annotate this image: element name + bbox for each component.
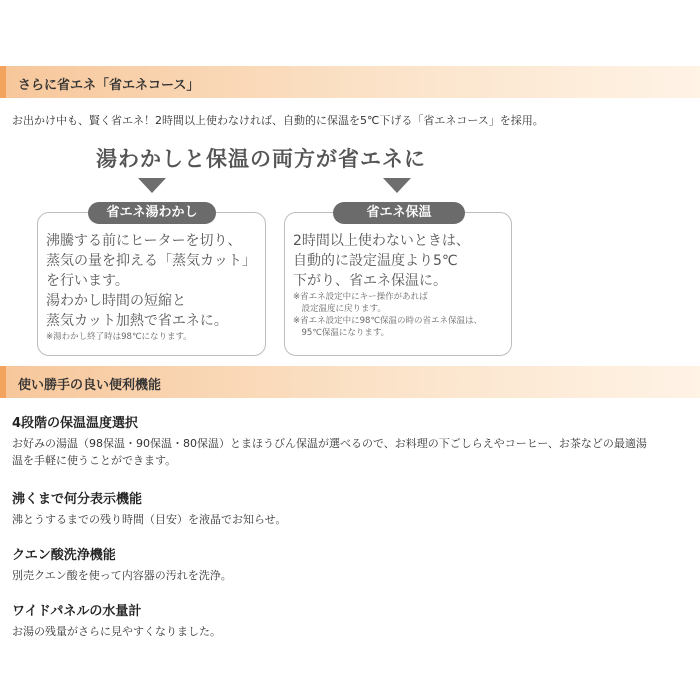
section-title: 使い勝手の良い便利機能 [18,378,162,393]
footnote: 95℃保温になります。 [293,328,390,338]
eco-boil-label: 省エネ湯わかし [88,202,216,224]
footnote: ※省エネ設定中にキー操作があれば [293,292,428,302]
feature-description [12,511,286,528]
feature-description [12,623,221,640]
footnote: ※湯わかし終了時は98℃になります。 [46,332,192,342]
text-line: 2時間以上使わないときは、 [293,233,470,249]
text-line: 沸騰する前にヒーターを切り、 [46,233,242,249]
feature-temperature-select [12,412,647,469]
text-line: 温を手軽に使うことができます。 [12,454,177,467]
text-line: 蒸気の量を抑える「蒸気カット」 [46,253,256,269]
text-line: を行います。 [46,273,129,289]
feature-citric-cleaning [12,544,232,584]
feature-boil-timer [12,488,286,528]
footnote: 設定温度に戻ります。 [293,304,386,314]
feature-title: ワイドパネルの水量計 [12,604,142,619]
down-arrow-icon [383,178,411,193]
feature-description [12,567,232,584]
text-line: 別売クエン酸を使って内容器の汚れを洗浄。 [12,569,232,582]
text-line: 沸とうするまでの残り時間（目安）を液晶でお知らせ。 [12,513,287,526]
feature-title: 沸くまで何分表示機能 [12,492,143,507]
section-header-features [0,366,700,398]
headline: 湯わかしと保温の両方が省エネに [96,147,426,171]
eco-keepwarm-label: 省エネ保温 [333,202,465,224]
feature-title: クエン酸洗浄機能 [12,548,116,563]
feature-title: 4段階の保温温度選択 [12,416,139,431]
section-title: さらに省エネ「省エネコース」 [18,78,200,93]
text-line: 湯わかし時間の短縮と [46,293,186,309]
eco-keepwarm-description [293,231,482,339]
text-line: 蒸気カット加熱で省エネに。 [46,313,228,329]
text-line: 下がり、省エネ保温に。 [293,273,447,289]
text-line: 自動的に設定温度より5℃ [293,253,458,269]
text-line: お好みの湯温（98保温・90保温・80保温）とまほうびん保温が選べるので、お料理の下ごしらえやコーヒー、お茶などの最適湯 [12,437,647,450]
feature-description [12,435,647,469]
eco-boil-description [46,231,256,343]
down-arrow-icon [138,178,166,193]
eco-boil-box [37,205,266,356]
intro-text: お出かけ中も、賢く省エネ！2時間以上使わなければ、自動的に保温を5℃下げる「省エネコース」を採用。 [12,114,544,127]
section-header-eco-course [0,66,700,98]
eco-keepwarm-box [284,205,512,356]
footnote: ※省エネ設定中に98℃保温の時の省エネ保温は、 [293,316,482,326]
feature-water-gauge [12,600,221,640]
text-line: お湯の残量がさらに見やすくなりました。 [12,625,221,638]
